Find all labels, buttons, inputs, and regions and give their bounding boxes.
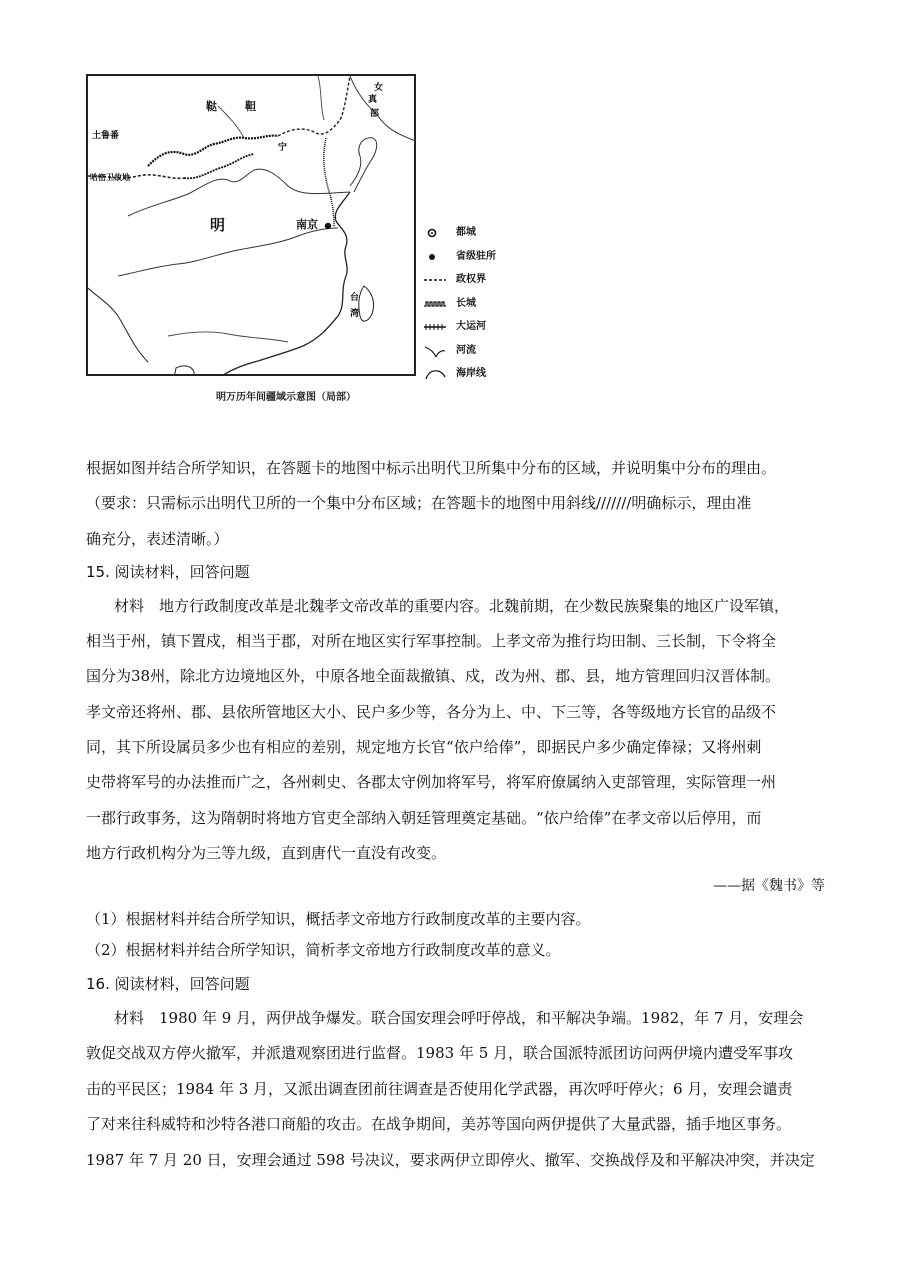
label-jurchen-2: 真 — [368, 95, 378, 105]
q14-requirement-line: （要求：只需标示出明代卫所的一个集中分布区域；在答题卡的地图中用斜线///////明确标示，理由准 — [86, 494, 752, 512]
legend-row — [424, 367, 544, 391]
legend-row — [424, 297, 544, 321]
q15-material-line: 相当于州，镇下置戍，相当于郡，对所在地区实行军事控制。上孝文帝为推行均田制、三长制，下令将全 — [86, 632, 777, 650]
legend-label: 海岸线 — [456, 368, 486, 379]
label-jurchen-1: 女 — [374, 83, 384, 93]
legend-label: 大运河 — [456, 321, 486, 332]
q15-material-line: 地方行政机构分为三等九级，直到唐代一直没有改变。 — [86, 844, 447, 862]
legend-row — [424, 226, 544, 250]
q15-material-line: 同，其下所设属员多少也有相应的差别，规定地方长官“依户给俸”，即据民户多少确定俸禄；又将州刺 — [86, 738, 762, 756]
legend-row — [424, 273, 544, 297]
q15-heading: 15. 阅读材料，回答问题 — [86, 563, 250, 581]
q14-requirement-line: 确充分，表述清晰。） — [86, 530, 229, 548]
label-ming: 明 — [210, 216, 226, 234]
taiwan-island — [359, 286, 374, 321]
great-wall-line — [148, 136, 278, 166]
political-border-icon — [424, 273, 446, 287]
q15-material-line: 孝文帝还将州、郡、县依所管地区大小、民户多少等，各分为上、中、下三等，各等级地方长官的品级不 — [86, 703, 777, 721]
yellow-river — [128, 169, 350, 216]
q16-material-line: 敦促交战双方停火撤军，并派遣观察团进行监督。1983 年 5 月，联合国派特派团访问两伊境内遭受军事攻 — [86, 1044, 794, 1062]
label-nanjing: 南京 — [296, 218, 318, 231]
political-border-north — [278, 76, 350, 136]
legend-label: 政权界 — [456, 274, 486, 285]
label-hami: 哈密卫故地 — [90, 173, 130, 182]
yangtze-river — [118, 228, 338, 276]
q15-source: ——据《魏书》等 — [713, 878, 825, 894]
q15-subquestion-2: （2）根据材料并结合所学知识，简析孝文帝地方行政制度改革的意义。 — [86, 941, 561, 959]
label-ning: 宁 — [278, 143, 288, 153]
legend-row — [424, 250, 544, 274]
great-wall-icon — [424, 297, 446, 311]
shandong-coast — [350, 138, 377, 192]
north-river — [318, 76, 324, 120]
capital-icon — [424, 226, 446, 240]
map-figure — [86, 74, 506, 410]
q15-subquestion-1: （1）根据材料并结合所学知识，概括孝文帝地方行政制度改革的主要内容。 — [86, 910, 591, 928]
coastline-icon — [424, 367, 446, 381]
map-caption: 明万历年间疆域示意图（局部） — [216, 392, 356, 403]
legend-row — [424, 320, 544, 344]
q16-material-line: 材料 1980 年 9 月，两伊战争爆发。联合国安理会呼吁停战，和平解决争端。1982，年 7 月，安理会 — [114, 1009, 804, 1027]
legend-label: 长城 — [456, 297, 476, 309]
legend-label: 省级驻所 — [456, 250, 496, 262]
southwest-border — [88, 288, 148, 362]
great-wall-segment — [184, 154, 254, 178]
nanjing-dot — [325, 223, 331, 229]
map-drawing — [88, 76, 416, 376]
label-tatar: 鞑 靼 — [206, 100, 258, 113]
q16-heading: 16. 阅读材料，回答问题 — [86, 975, 250, 993]
q16-material-line: 了对来往科威特和沙特各港口商船的攻击。在战争期间，美苏等国向两伊提供了大量武器，插手地区事务。 — [86, 1115, 792, 1133]
label-taiwan-1: 台 — [350, 293, 360, 303]
grand-canal-icon — [424, 320, 446, 334]
q15-material-line: 史带将军号的办法推而广之，各州刺史、各郡太守例加将军号，将军府僚属纳入吏部管理，实际管理一州 — [86, 773, 777, 791]
hainan-island — [174, 366, 194, 376]
label-tuvan: 土鲁番 — [92, 131, 120, 141]
river-icon — [424, 344, 446, 358]
grand-canal-line — [324, 138, 334, 226]
legend-row — [424, 344, 544, 368]
q14-instruction-line: 根据如图并结合所学知识，在答题卡的地图中标示出明代卫所集中分布的区域，并说明集中分布的理由。 — [86, 459, 777, 477]
provincial-seat-icon — [424, 250, 446, 264]
label-taiwan-2: 湾 — [350, 309, 360, 319]
coastline-east — [218, 192, 350, 376]
q15-material-line: 国分为38州，除北方边境地区外，中原各地全面裁撤镇、戍，改为州、郡、县，地方管理回归汉晋体制。 — [86, 667, 781, 685]
q16-material-line: 1987 年 7 月 20 日，安理会通过 598 号决议，要求两伊立即停火、撤军、交换战俘及和平解决冲突，并决定 — [86, 1151, 815, 1169]
map-legend — [424, 226, 544, 391]
legend-label: 都城 — [456, 227, 476, 238]
q15-material-line: 一郡行政事务，这为隋朝时将地方官吏全部纳入朝廷管理奠定基础。“依户给俸”在孝文帝以后停用，而 — [86, 809, 762, 827]
label-jurchen-3: 部 — [370, 109, 380, 119]
q15-material-line: 材料 地方行政制度改革是北魏孝文帝改革的重要内容。北魏前期，在少数民族聚集的地区广设军镇， — [114, 597, 790, 615]
q16-material-line: 击的平民区；1984 年 3 月，又派出调查团前往调查是否使用化学武器，再次呼吁停火；6 月，安理会谴责 — [86, 1080, 793, 1098]
pearl-river — [168, 332, 288, 342]
legend-label: 河流 — [456, 344, 476, 356]
ming-territory-map — [86, 74, 416, 376]
